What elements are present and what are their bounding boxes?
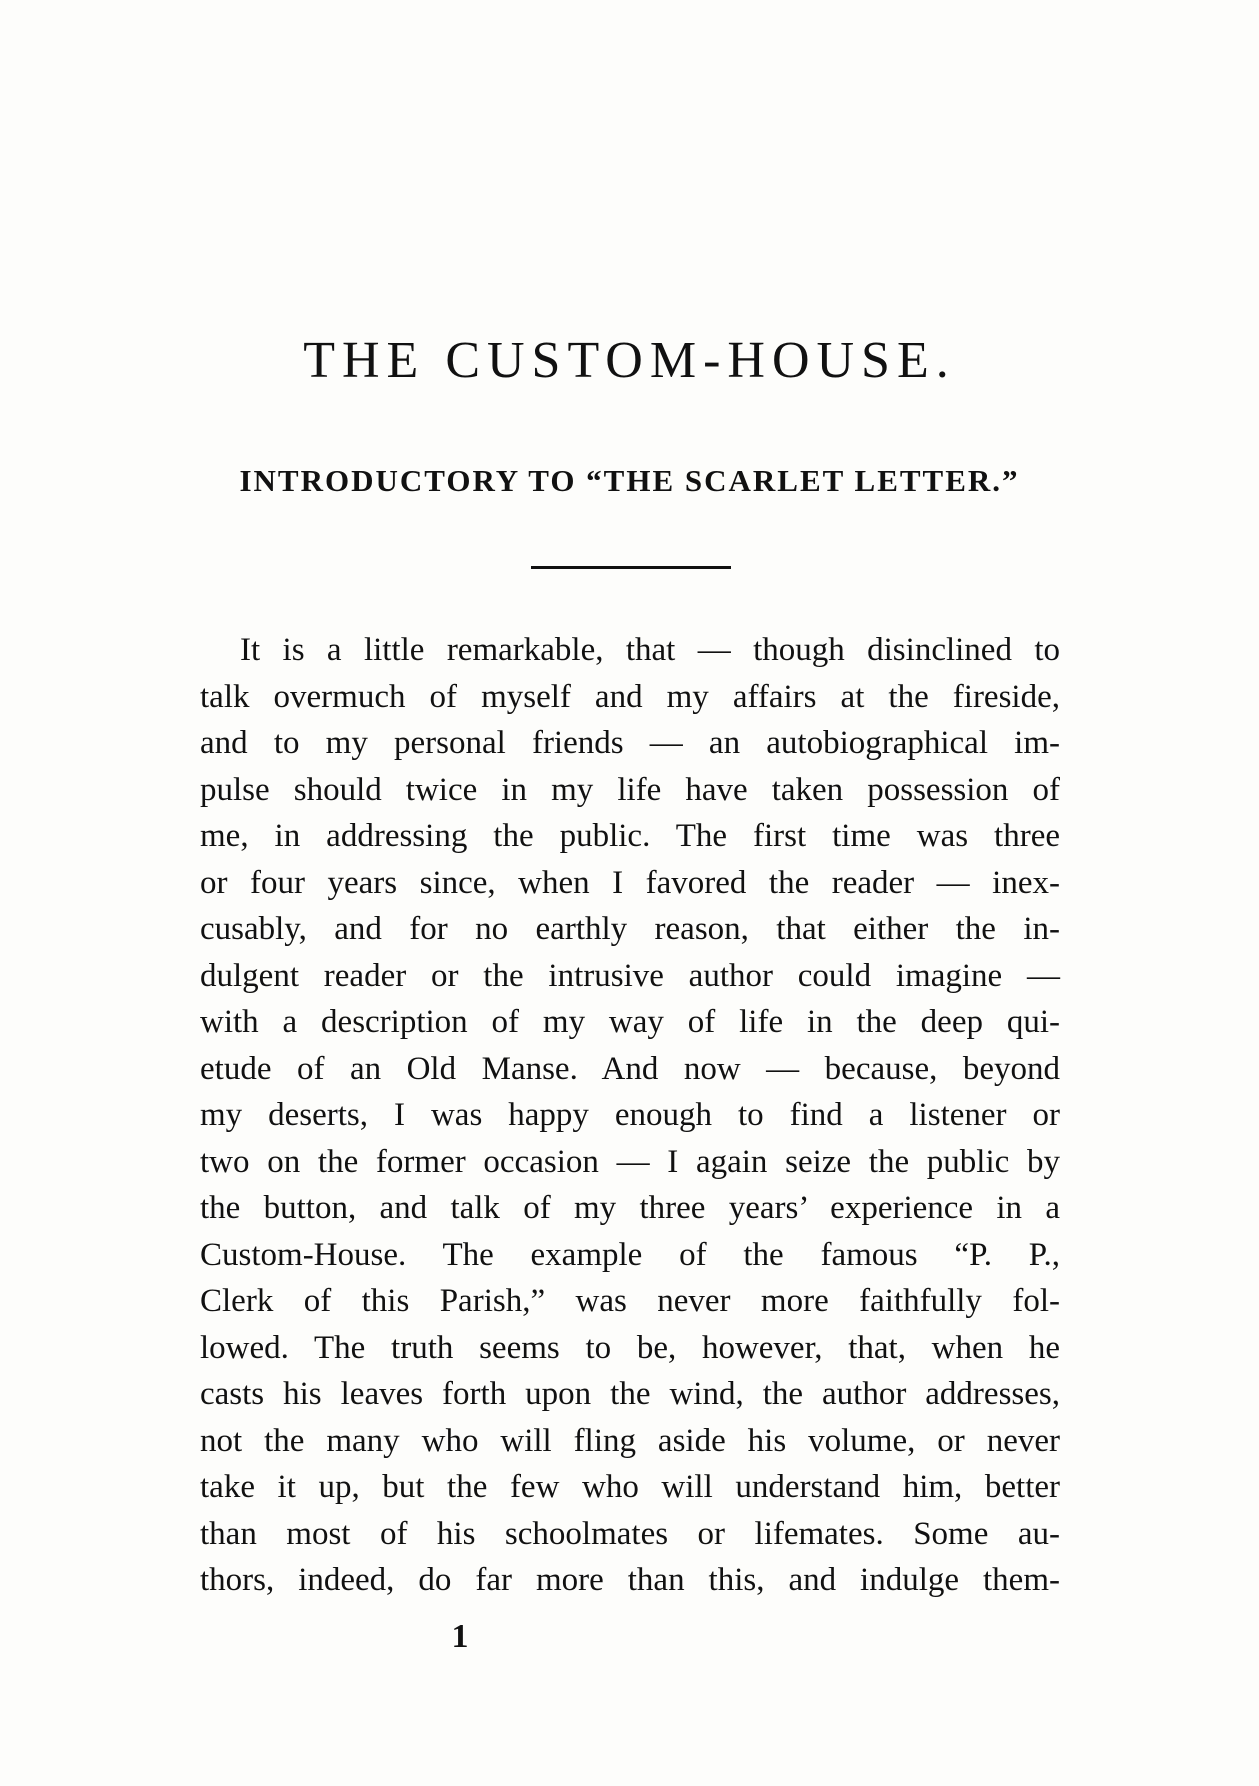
text-line: the button, and talk of my three years’ experience in a [200, 1190, 1060, 1226]
chapter-subtitle: INTRODUCTORY TO “THE SCARLET LETTER.” [239, 463, 1020, 498]
text-line: casts his leaves forth upon the wind, the author addresses, [200, 1376, 1060, 1412]
text-line: etude of an Old Manse. And now — because, beyond [200, 1050, 1060, 1087]
text-line: It is a little remarkable, that — though disinclined to [240, 632, 1060, 668]
text-line: Clerk of this Parish,” was never more faithfully fol- [200, 1283, 1060, 1319]
text-line: take it up, but the few who will understand him, better [200, 1469, 1060, 1505]
page-number: 1 [451, 1618, 469, 1655]
chapter-title: THE CUSTOM-HOUSE. [303, 332, 956, 389]
text-line: cusably, and for no earthly reason, that either the in- [200, 911, 1060, 947]
title-divider [531, 566, 731, 569]
text-line: dulgent reader or the intrusive author could imagine — [200, 957, 1060, 994]
body-paragraph [200, 627, 1060, 1604]
text-line: thors, indeed, do far more than this, and indulge them- [200, 1562, 1060, 1598]
text-line: with a description of my way of life in the deep qui- [200, 1004, 1060, 1040]
text-line: talk overmuch of myself and my affairs at the fireside, [200, 678, 1060, 715]
text-line: two on the former occasion — I again seize the public by [200, 1143, 1060, 1180]
text-line: my deserts, I was happy enough to find a listener or [200, 1097, 1060, 1133]
text-line: and to my personal friends — an autobiographical im- [200, 725, 1060, 761]
text-line: not the many who will fling aside his volume, or never [200, 1422, 1060, 1459]
text-line: than most of his schoolmates or lifemates. Some au- [200, 1515, 1060, 1552]
text-line: pulse should twice in my life have taken possession of [200, 771, 1060, 808]
text-line: or four years since, when I favored the reader — inex- [200, 864, 1060, 901]
text-line: lowed. The truth seems to be, however, that, when he [200, 1329, 1060, 1366]
text-line: me, in addressing the public. The first time was three [200, 818, 1060, 854]
text-line: Custom-House. The example of the famous “P. P., [200, 1236, 1060, 1273]
